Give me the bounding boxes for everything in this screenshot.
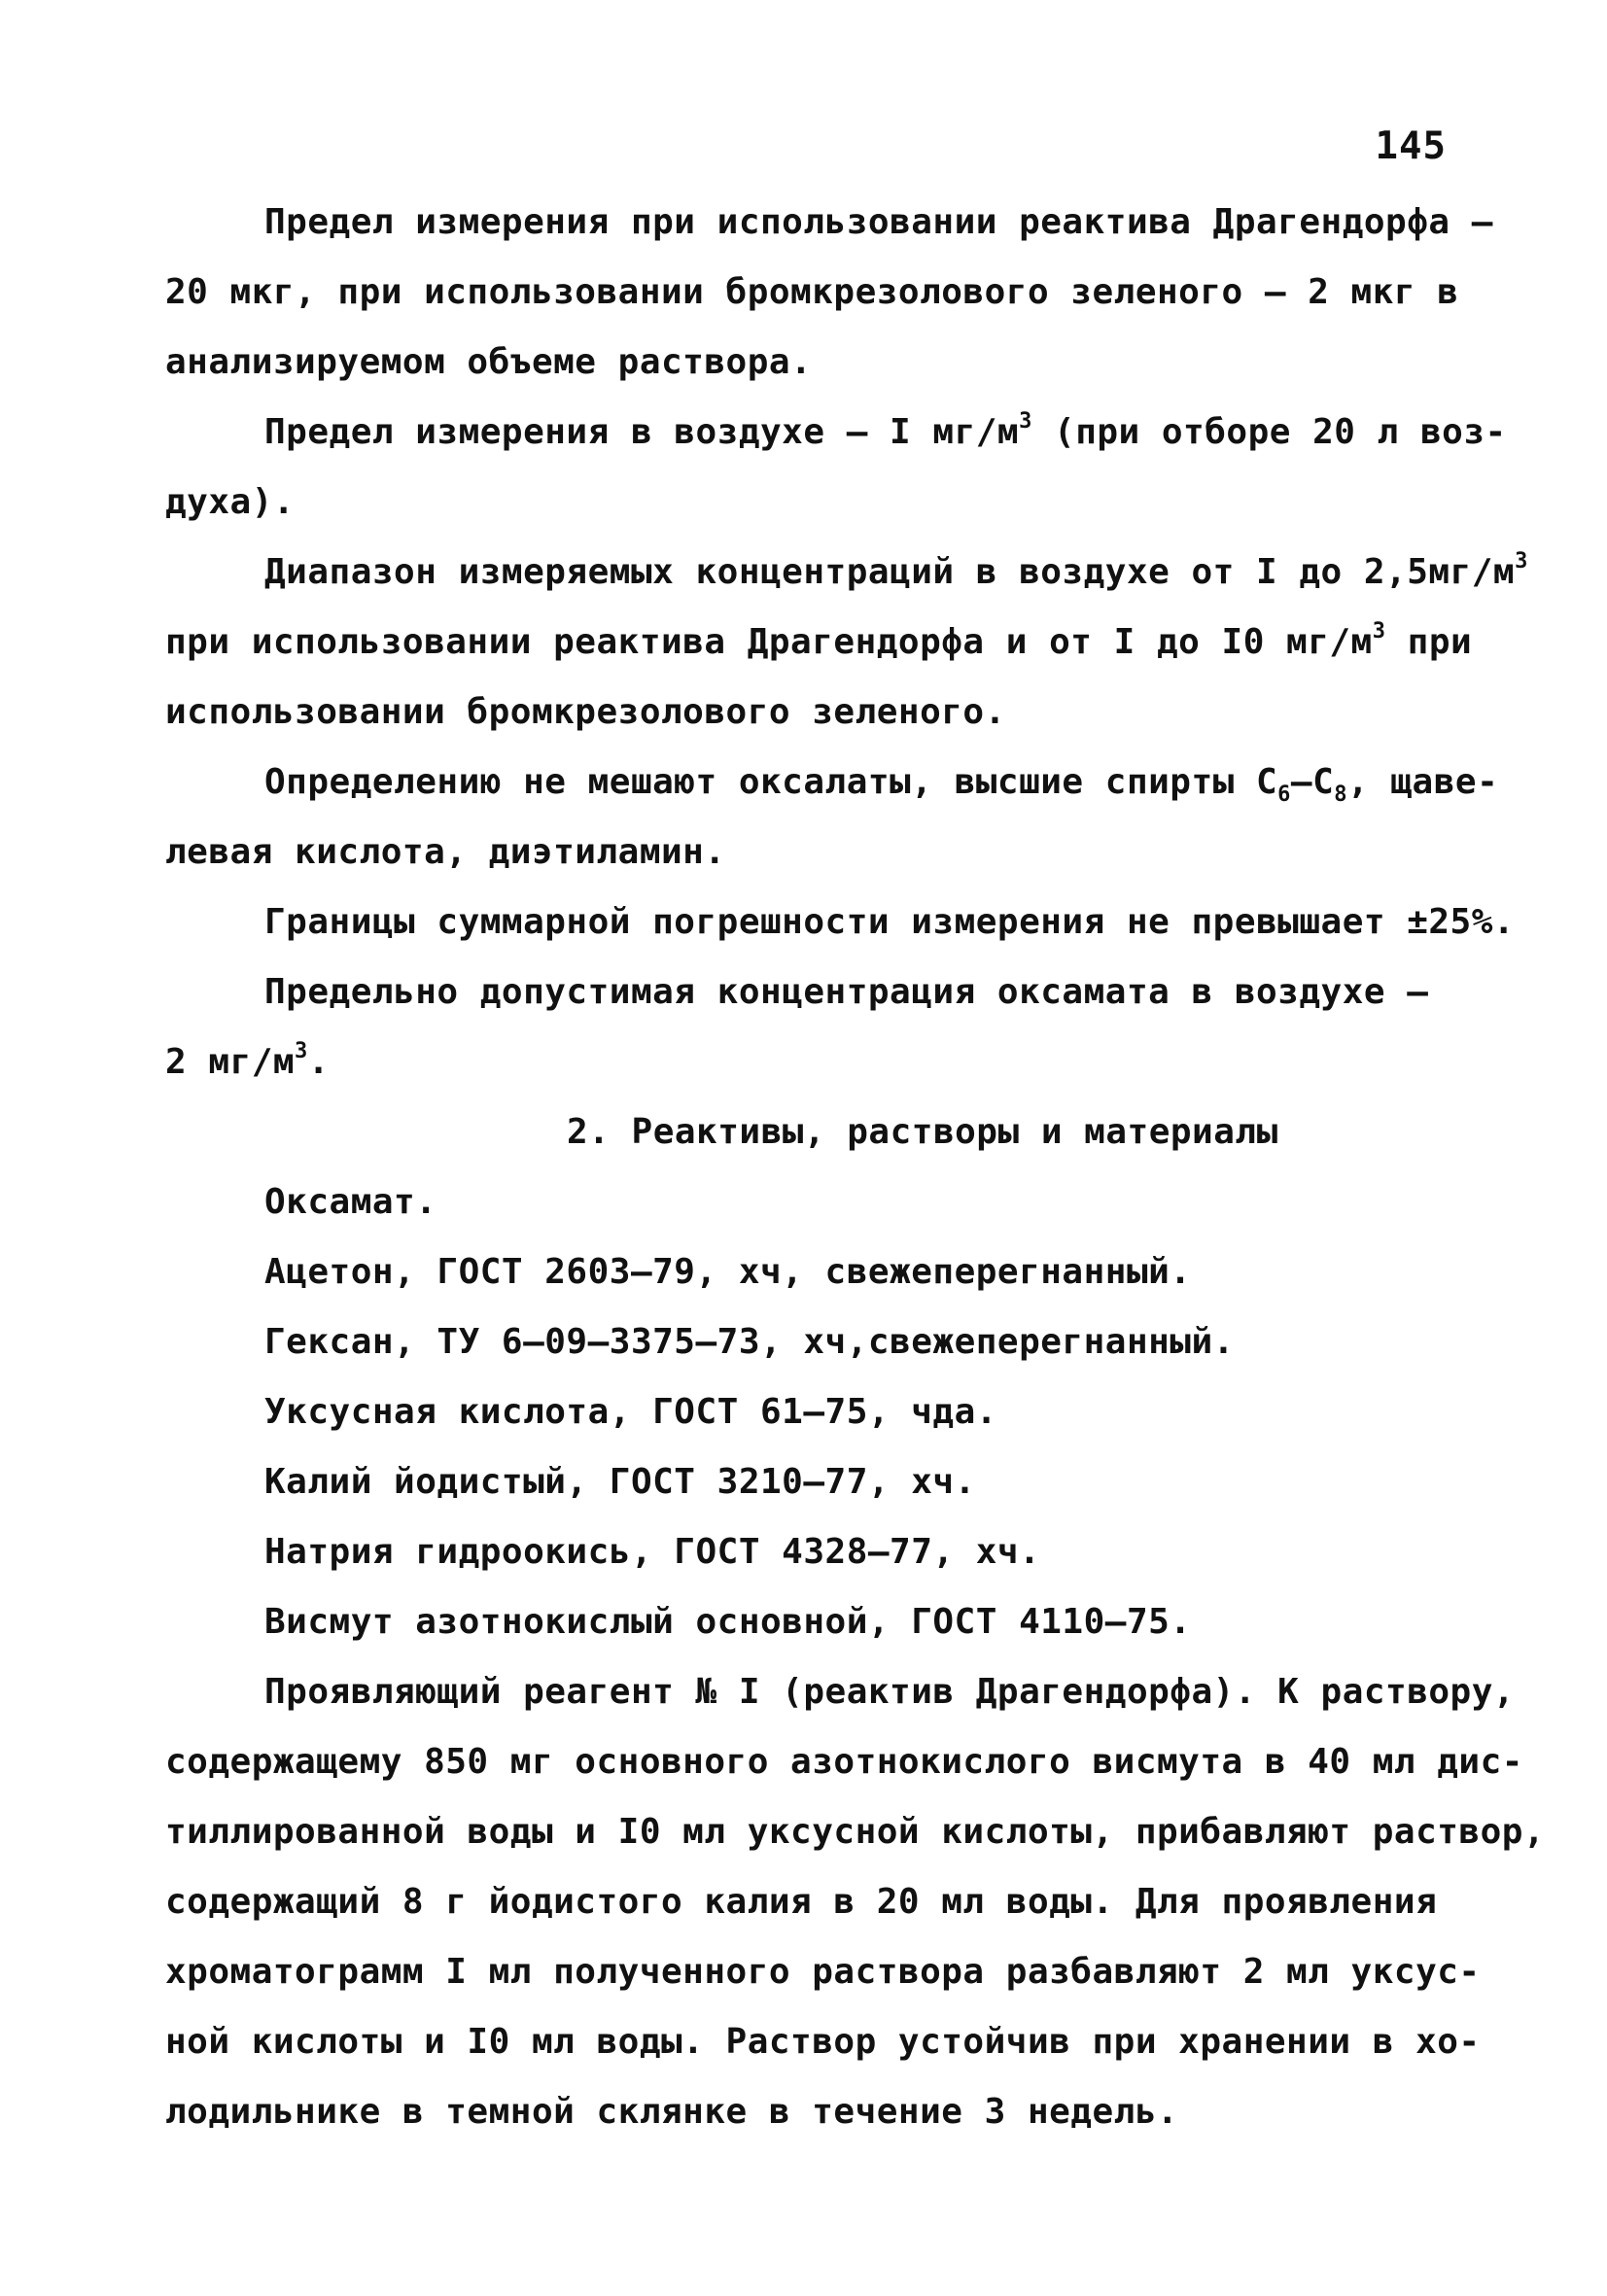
reagent-item: Ацетон, ГОСТ 2603–79, хч, свежеперегнанный. <box>264 1252 1192 1292</box>
superscript: 3 <box>1372 619 1386 644</box>
text-line <box>165 1039 1468 1082</box>
text-span: –C <box>1290 762 1335 802</box>
superscript: 3 <box>1019 409 1032 434</box>
text-line: содержащий 8 г йодистого калия в 20 мл воды. Для проявления <box>165 1882 1438 1922</box>
text-span: 2 мг/м <box>165 1042 296 1082</box>
text-line: 20 мкг, при использовании бромкрезолового зеленого – 2 мкг в <box>165 272 1459 312</box>
reagent-item: Уксусная кислота, ГОСТ 61–75, чда. <box>264 1392 997 1432</box>
text-line: Проявляющий реагент № I (реактив Драгендорфа). К раствору, <box>264 1672 1516 1712</box>
superscript: 3 <box>295 1039 308 1063</box>
reagent-item: Калий йодистый, ГОСТ 3210–77, хч. <box>264 1462 976 1502</box>
text-line: Границы суммарной погрешности измерения не превышает ±25%. <box>264 902 1516 942</box>
text-line: левая кислота, диэтиламин. <box>165 832 726 872</box>
text-span: , щаве- <box>1347 762 1499 802</box>
text-line: использовании бромкрезолового зеленого. <box>165 692 1006 732</box>
text-span: Определению не мешают оксалаты, высшие спирты C <box>264 762 1278 802</box>
reagent-item: Висмут азотнокислый основной, ГОСТ 4110–75. <box>264 1602 1192 1642</box>
text-span: при использовании реактива Драгендорфа и от I до I0 мг/м <box>165 622 1373 662</box>
text-span: при <box>1385 622 1473 662</box>
text-line: духа). <box>165 482 296 522</box>
section-heading: 2. Реактивы, растворы и материалы <box>567 1112 1278 1152</box>
text-span: . <box>307 1042 330 1082</box>
text-line: содержащему 850 мг основного азотнокислого висмута в 40 мл дис- <box>165 1742 1523 1782</box>
text-line: Предел измерения при использовании реактива Драгендорфа – <box>264 202 1493 242</box>
text-line: тиллированной воды и I0 мл уксусной кислоты, прибавляют раствор, <box>165 1812 1546 1852</box>
text-line <box>264 549 1567 592</box>
subscript: 6 <box>1277 783 1291 807</box>
text-line <box>264 409 1567 452</box>
text-line: Предельно допустимая концентрация оксамата в воздухе – <box>264 972 1429 1012</box>
text-line: анализируемом объеме раствора. <box>165 342 813 382</box>
text-span: Предел измерения в воздухе – I мг/м <box>264 412 1020 452</box>
reagent-item: Натрия гидроокись, ГОСТ 4328–77, хч. <box>264 1532 1041 1572</box>
page-number: 145 <box>1375 124 1447 168</box>
subscript: 8 <box>1334 783 1348 807</box>
text-span: Диапазон измеряемых концентраций в воздухе от I до 2,5мг/м <box>264 552 1516 592</box>
text-line: ной кислоты и I0 мл воды. Раствор устойчив при хранении в хо- <box>165 2022 1481 2062</box>
text-span: (при отборе 20 л воз- <box>1031 412 1507 452</box>
superscript: 3 <box>1515 549 1528 574</box>
reagent-item: Оксамат. <box>264 1182 437 1222</box>
text-line <box>165 619 1473 662</box>
text-line: лодильнике в темной склянке в течение 3 недель. <box>165 2092 1179 2132</box>
reagent-item: Гексан, ТУ 6–09–3375–73, хч,свежеперегнанный. <box>264 1322 1235 1362</box>
text-line: хроматограмм I мл полученного раствора разбавляют 2 мл уксус- <box>165 1952 1481 1992</box>
text-line <box>264 762 1567 807</box>
